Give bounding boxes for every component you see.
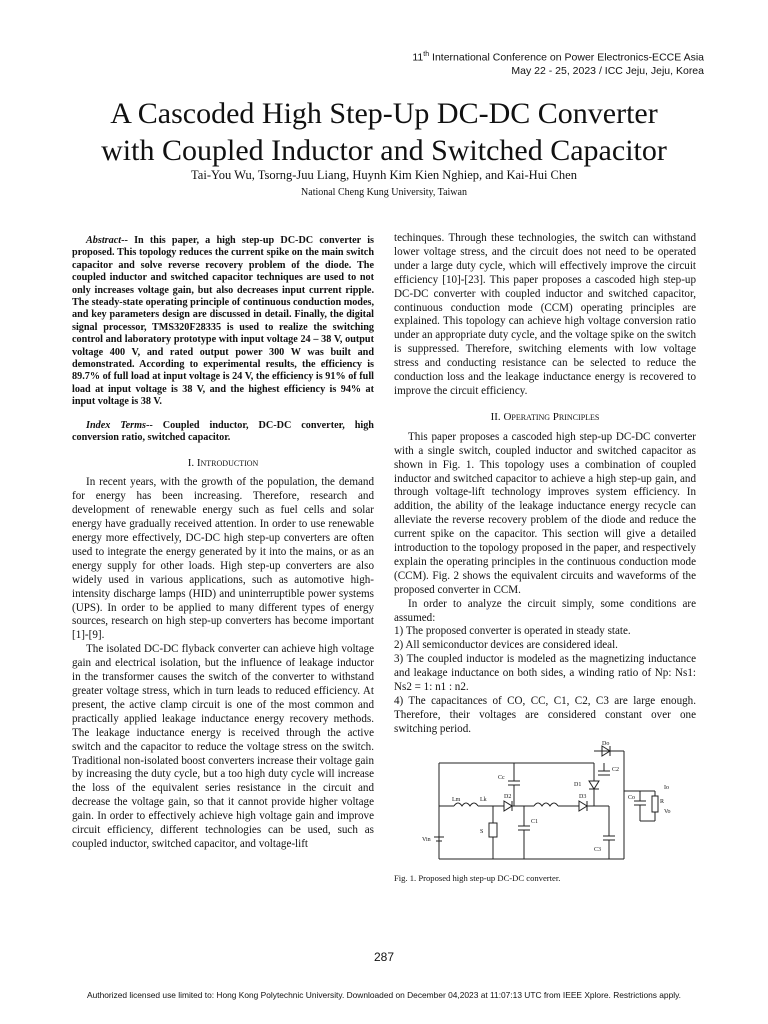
label-r: R	[660, 798, 665, 805]
assumption-2: 2) All semiconductor devices are considered ideal.	[394, 639, 618, 652]
left-column	[72, 235, 374, 852]
label-s: S	[480, 828, 484, 835]
operating-paragraph-1: This paper proposes a cascoded high step-up DC-DC converter with a single switch, coupled inductor and switched capacitor as shown in Fig. 1. This topology uses a combination of coupled inductor and switched capacitor to achieve a high step-up gain, and through voltage-lift technology improves system efficiency. In addition, the ability of the leakage inductance energy recycle can alleviate the reverse recovery problem of the diode and reduce the current spike on the capacitor. This section will give a detailed introduction to the topology proposed in the paper, and respectively explain the operating principles in the continuous conduction mode (CCM). Fig. 2 shows the equivalent circuits and waveforms of the proposed converter in CCM.	[394, 430, 696, 596]
conference-name: 11th International Conference on Power Electronics-ECCE Asia	[412, 51, 704, 64]
conference-date-venue: May 22 - 25, 2023 / ICC Jeju, Jeju, Korea	[511, 64, 704, 77]
label-vo: Vo	[664, 808, 671, 815]
right-column	[394, 232, 696, 886]
operating-paragraph-2: In order to analyze the circuit simply, some conditions are assumed:	[394, 597, 696, 624]
label-do: Do	[602, 740, 610, 747]
intro-paragraph-1: In recent years, with the growth of the population, the demand for energy has been increasing. Therefore, research and development of renewable energy such as fuel cells and solar energy have gradually received attention. In order to use renewable energy more effectively, DC-DC high step-up converters are often used to integrate the energy generated by it into the mains, or as an energy supply for other loads. High step-up converters are also widely used in various applications, such as automotive high-intensity discharge lamps (HID) and uninterruptible power systems (UPS). In order to be applied to many different types of energy sources, research on high step-up converters has become important [1]-[9].	[72, 476, 374, 642]
paper-title: A Cascoded High Step-Up DC-DC Converter with Coupled Inductor and Switched Capacitor	[101, 97, 667, 167]
affiliation: National Cheng Kung University, Taiwan	[301, 187, 467, 198]
index-terms: Index Terms-- Coupled inductor, DC-DC converter, high conversion ratio, switched capacitor.	[72, 419, 374, 444]
label-cc: Cc	[498, 774, 505, 781]
label-lm: Lm	[452, 796, 461, 803]
label-d2: D2	[504, 793, 512, 800]
intro-paragraph-continued: techinques. Through these technologies, the switch can withstand lower voltage stress, and the circuit does not need to be operated under a large duty cycle, which will effectively improve the circuit efficiency [10]-[23]. This paper proposes a cascoded high step-up DC-DC converter with coupled inductor and switched capacitor, continuous conduction mode (CCM) operating principles are explained. This topology can achieve high voltage conversion ratio under an appropriate duty cycle, and the voltage spike on the switch is suppressed. Therefore, switching elements with low voltage stress and conducting resistance can be selected to reduce the conduction loss and the leakage inductance energy is recovered to improve the circuit efficiency.	[394, 232, 696, 397]
label-c3: C3	[594, 846, 602, 853]
circuit-schematic	[394, 741, 694, 873]
label-co: Co	[628, 794, 636, 801]
figure-caption: Fig. 1. Proposed high step-up DC-DC converter.	[394, 872, 561, 883]
label-vin: Vin	[422, 836, 431, 843]
section-heading-operating-principles: II. Operating Principles	[490, 410, 600, 423]
assumption-4: 4) The capacitances of CO, CC, C1, C2, C3 are large enough. Therefore, their voltages are considered constant over one switching period.	[394, 695, 696, 735]
section-heading-introduction: I. Introduction	[187, 456, 259, 469]
assumption-1: 1) The proposed converter is operated in steady state.	[394, 625, 631, 638]
label-c1: C1	[531, 818, 539, 825]
label-lk: Lk	[480, 796, 487, 803]
converter-circuit-figure	[394, 741, 694, 871]
conference-header	[412, 48, 704, 78]
author-list: Tai-You Wu, Tsorng-Juu Liang, Huynh Kim Kien Nghiep, and Kai-Hui Chen	[191, 168, 577, 182]
label-c2: C2	[612, 766, 620, 773]
license-footer: Authorized licensed use limited to: Hong Kong Polytechnic University. Downloaded on December 04,2023 at 11:07:13 UTC from IEEE Xplore. Restrictions apply.	[87, 990, 681, 1000]
intro-paragraph-2: The isolated DC-DC flyback converter can achieve high voltage gain and electrical isolation, but the influence of leakage inductor in the transformer causes the switch of the converter to withstand greater voltage stress, which in turn leads to reduced efficiency. At present, the active clamp circuit is one of the most common and practically applied leakage inductance energy recovery methods. The leakage inductance energy is received through the active switch and the capacitor to reduce the voltage stress on the switch. Traditional non-isolated boost converters increase their voltage gain by increasing the duty cycle, but a too high duty cycle will increase the loss of the equivalent series resistance in the circuit and decrease the voltage gain, so that it cannot provide higher voltage gain. In order to effectively achieve high voltage gain and improve circuit efficiency, different technologies can be used, such as coupled inductor, switched capacitor, and voltage-lift	[72, 643, 374, 850]
label-d3: D3	[579, 793, 587, 800]
page-number: 287	[373, 950, 395, 964]
label-d1: D1	[574, 781, 582, 788]
label-io: Io	[664, 784, 669, 791]
assumption-3: 3) The coupled inductor is modeled as the magnetizing inductance and leakage inductance on both sides, a winding ratio of Np: Ns1: Ns2 = 1: n1 : n2.	[394, 653, 696, 694]
abstract: Abstract-- In this paper, a high step-up DC-DC converter is proposed. This topology reduces the current spike on the main switch capacitor and solve reverse recovery problem of the diode. The coupled inductor and switched capacitor techniques are used to not only increases voltage gain, but also decreases input current ripple. The steady-state operating principle of continuous conduction modes, and key parameters design are discussed in detail. Finally, the digital signal processor, TMS320F28335 is used to realize the switching control and laboratory prototype with input voltage 24 – 38 V, output voltage 400 V, and rated output power 300 W was built and demonstrated. According to experimental results, the efficiency is 89.7% of full load at input voltage is 24 V, the efficiency is 91% of full load at input voltage is 38 V, and the highest efficiency is 94% at input voltage is 38 V.	[72, 235, 374, 408]
